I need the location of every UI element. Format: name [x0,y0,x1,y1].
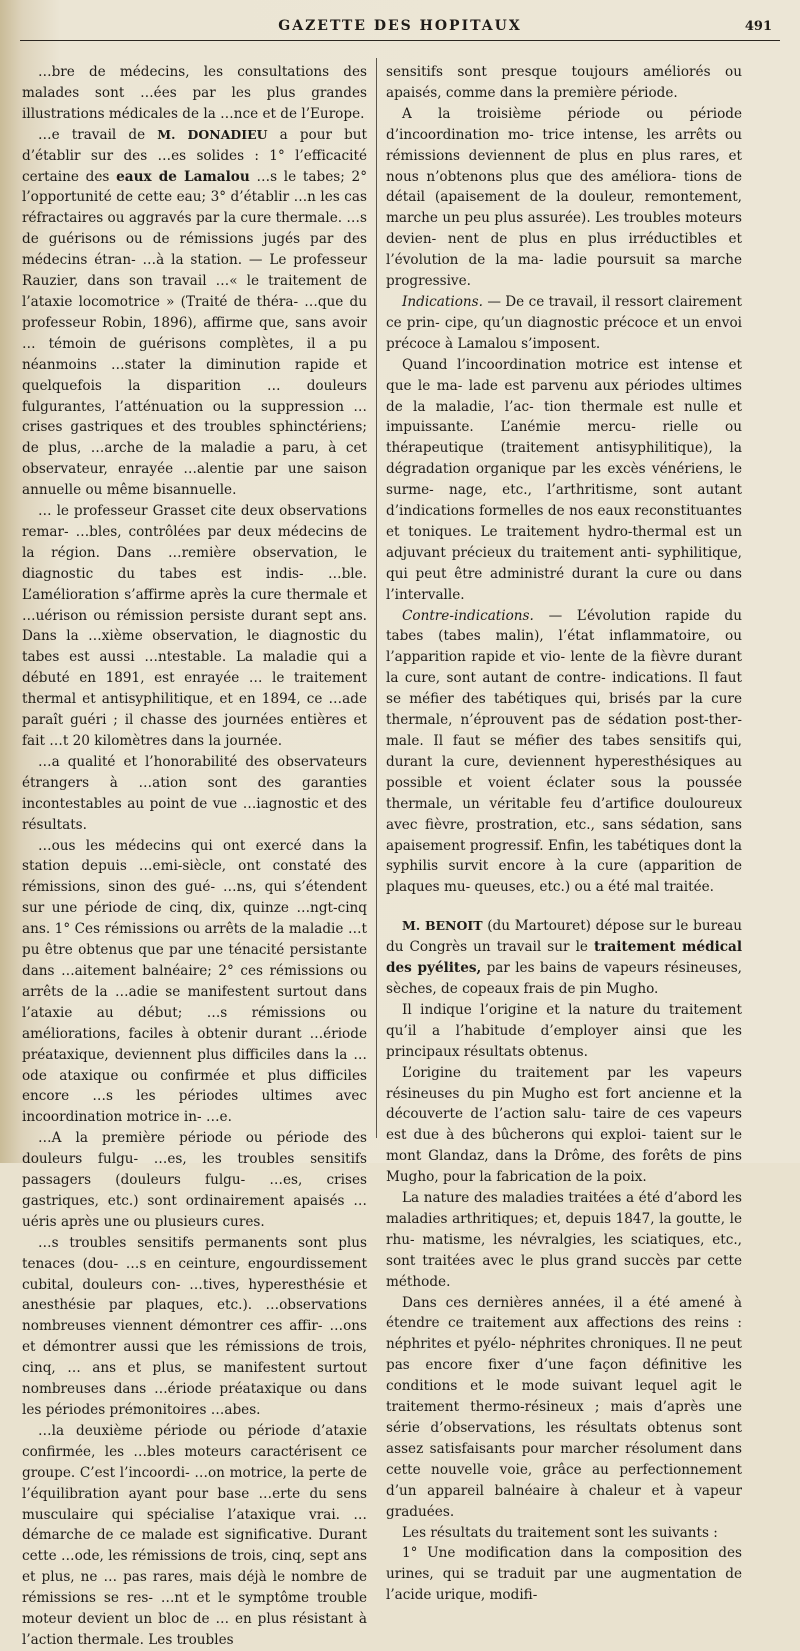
paragraph: …bre de médecins, les consultations des malades sont …ées par les plus grandes illustrations médicales de la …nce et de l’Europe. [22,64,367,122]
page-header [20,10,780,41]
paragraph [386,606,742,899]
paragraph: Les résultats du traitement sont les suivants : [402,1524,718,1541]
right-column [386,62,743,1604]
paragraph-text: — De ce travail, il ressort clairement ce prin- cipe, qu’un diagnostic précoce et un envoi précoce à Lamalou s’imposent. [386,293,742,352]
paragraph: Quand l’incoordination motrice est intense et que le ma- lade est parvenu aux périodes ultimes de la maladie, l’ac- tion thermale est nulle et impuissante. L’anémie mercu- rielle ou thérapeutique (traitement antisyphilitique), la dégradation organique par les excès vénériens, le surme- nage, etc., l’arthritisme, sont autant d’indications formelles de nos eaux reconstituantes et toniques. Le traitement hydro-thermal est un adjuvant précieux du traitement anti- syphilitique, qui peut être administré durant la cure ou dans l’intervalle. [386,356,742,603]
paragraph: …A la première période ou période des douleurs fulgu- …es, les troubles sensitifs passagers (douleurs fulgu- …es, crises gastriques, etc.) sont ordinairement apaisés …uéris après une ou plusieurs cures. [22,1130,367,1230]
paragraph: sensitifs sont presque toujours améliorés ou apaisés, comme dans la première période. [386,64,742,101]
paragraph-text: a pour but d’établir sur des …es solides : 1° l’efficacité certaine des [22,126,367,185]
paragraph: Dans ces dernières années, il a été amené à étendre ce traitement aux affections des reins : néphrites et pyélo- néphrites chroniques. Il ne peut pas encore fixer d’une façon définitive les conditions et le mode suivant lequel agit le traitement thermo-résineux ; mais d’après une série d’observations, les résultats obtenus sont assez satisfaisants pour marcher résolument dans cette nouvelle voie, grâce au perfectionnement d’un appareil balnéaire à chaleur et à vapeur graduées. [386,1294,742,1520]
paragraph: La nature des maladies traitées a été d’abord les maladies arthritiques; et, depuis 1847, la goutte, le rhu- matisme, les névralgies, les sciatiques, etc., sont traitées avec le plus grand succès par cette méthode. [386,1190,742,1290]
author-name: M. DONADIEU [157,126,268,142]
paragraph: …a qualité et l’honorabilité des observateurs étrangers à …ation sont des garanties incontestables au point de vue …iagnostic et des résultats. [22,753,367,833]
paragraph-text: …s le tabes; 2° l’opportunité de cette eau; 3° d’établir …n les cas réfractaires ou aggravés par la cure thermale. …s de guérisons ou de rémissions jugés par des médecins étran- …à la station. — Le professeur Rauzier, dans son travail …« le traitement de l’ataxie locomotrice » (Traité de théra- …que du professeur Robin, 1896), affirme que, sans avoir … témoin de guérisons complètes, il a pu néanmoins …stater la diminution rapide et quelquefois la disparition … douleurs fulgurantes, l’atténuation ou la suppression …crises gastriques et des troubles sphinctériens; de plus, …arche de la maladie a paru, à cet observateur, enrayée …alentie par une saison annuelle ou même bisannuelle. [22,168,367,499]
section-gap [386,898,742,916]
paragraph-text: (du Martouret) dépose sur le bureau du Congrès un travail sur le [386,918,742,956]
paragraph: A la troisième période ou période d’incoordination mo- trice intense, les arrêts ou rémissions deviennent de plus en plus rares, et nous n’obtenons plus que des améliora- tions de détail (apaisement de la douleur, remontement, marche un peu plus assurée). Les troubles moteurs devien- nent de plus en plus irréductibles et l’évolution de la ma- ladie poursuit sa marche progressive. [386,105,742,290]
paragraph: …la deuxième période ou période d’ataxie confirmée, les …bles moteurs caractérisent ce groupe. C’est l’incoordi- …on motrice, la perte de l’équilibration ayant pour base …erte du sens musculaire qui spécialise l’ataxique vrai. …démarche de ce malade est significative. Durant cette …ode, les rémissions de trois, cinq, sept ans et plus, ne … pas rares, mais déjà le nombre de rémissions se res- …nt et le symptôme trouble moteur devient un bloc de … en plus résistant à l’action thermale. Les troubles [22,1422,367,1648]
page-number: 491 [744,19,772,34]
paragraph: …s troubles sensitifs permanents sont plus tenaces (dou- …s en ceinture, engourdissement cubital, douleurs con- …tives, hyperesthésie et anesthésie par plaques, etc.). …observations nombreuses viennent démontrer ces affir- …ons et démontrer aussi que les rémissions de trois, cinq, … ans et plus, se manifestent surtout nombreuses dans …ériode préataxique ou dans les périodes prémonitoires …abes. [22,1234,367,1418]
paragraph [22,125,367,501]
author-name: M. BENOIT [402,918,483,934]
paragraph: Il indique l’origine et la nature du traitement qu’il a l’habitude d’employer ainsi que les principaux résultats obtenus. [386,1001,742,1060]
column-divider [376,58,377,1138]
left-column [22,62,367,1648]
paragraph: … le professeur Grasset cite deux observations remar- …bles, contrôlées par deux médecins de la région. Dans …remière observation, le diagnostic du tabes est indis- …ble. L’amélioration s’affirme après la cure thermale et …uérison ou rémission persiste durant sept ans. Dans la …xième observation, le diagnostic du tabes est aussi …ntestable. La maladie qui a débuté en 1891, est enrayée … le traitement thermal et antisyphilitique, et en 1894, ce …ade paraît guéri ; il chasse des journées entières et fait …t 20 kilomètres dans la journée. [22,503,367,749]
paragraph [386,292,742,355]
paragraph: …ous les médecins qui ont exercé dans la station depuis …emi-siècle, ont constaté des rémissions, sinon des gué- …ns, qui s’étendent sur une période de cinq, dix, quinze …ngt-cinq ans. 1° Ces rémissions ou arrêts de la maladie …t pu être obtenus que par une ténacité persistante dans …aitement balnéaire; 2° ces rémissions ou arrêts de la …adie se manifestent surtout dans l’ataxie au début; …s rémissions ou améliorations, faciles à obtenir durant …ériode préataxique, deviennent plus difficiles dans la …ode ataxique ou confirmée et plus difficiles encore …s les périodes ultimes avec incoordination motrice in- …e. [22,837,367,1126]
emphasis-text: eaux de Lamalou [116,168,250,185]
header-title: GAZETTE DES HOPITAUX [278,18,522,34]
paragraph: L’origine du traitement par les vapeurs résineuses du pin Mugho est fort ancienne et la découverte de l’action salu- taire de ces vapeurs est due à des bûcherons qui exploi- taient sur le mont Glandaz, dans la Drôme, des forêts de pins Mugho, pour la fabrication de la poix. [386,1064,742,1186]
emphasis-text: traitement médical des pyélites, [386,939,742,977]
section-heading: Contre-indications. [402,607,534,624]
paragraph-text: par les bains de vapeurs résineuses, sèches, de copeaux frais de pin Mugho. [386,960,743,997]
paragraph-text: — L’évolution rapide du tabes (tabes malin), l’état inflammatoire, ou l’apparition rapide et vio- lente de la fièvre durant la cure, sont autant de contre- indications. Il faut se méfier des tabétiques qui, brisés par la cure thermale, n’éprouvent pas de sédation post-ther- male. Il faut se méfier des tabes sensitifs qui, durant la cure, deviennent hyperesthésiques au possible et voient éclater sous la poussée thermale, un véritable feu d’artifice douloureux avec fièvre, prostration, etc., sans sédation, sans apaisement progressif. Enfin, les tabétiques dont la syphilis survit encore à la cure (apparition de plaques mu- queuses, etc.) ou a été mal traitée. [386,607,742,896]
section-heading: Indications. [402,293,483,310]
paragraph [386,916,742,1000]
paragraph-text: …e travail de [38,126,158,143]
paragraph: 1° Une modification dans la composition des urines, qui se traduit par une augmentation de l’acide urique, modifi- [386,1545,742,1604]
